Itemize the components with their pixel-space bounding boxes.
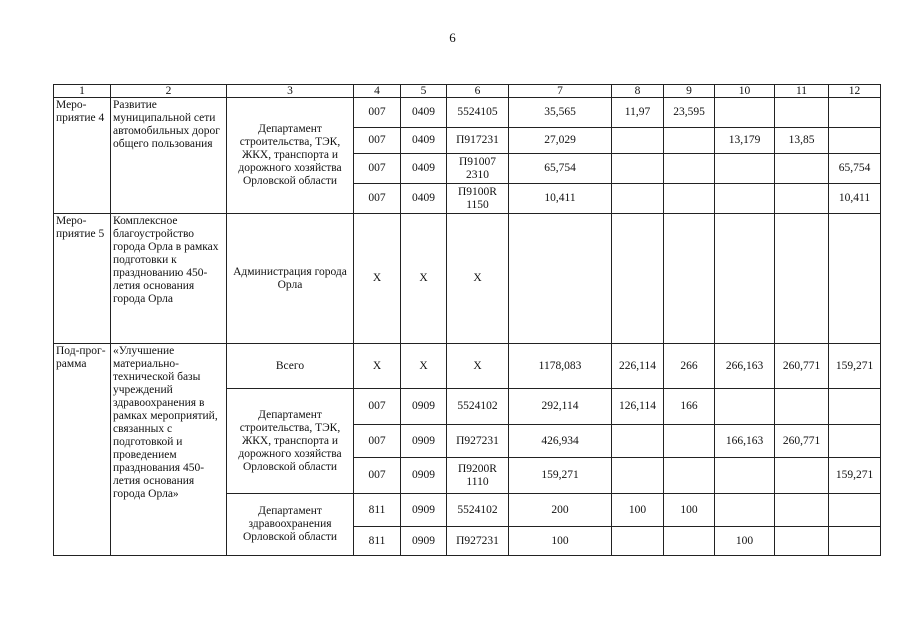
cell: 5524102 [447, 494, 509, 527]
col-header: 11 [775, 85, 829, 98]
block-name: Развитие муниципальной сети автомобильных дорог общего пользования [111, 98, 227, 214]
cell: 100 [715, 527, 775, 556]
cell: 100 [612, 494, 664, 527]
total-label: Всего [227, 344, 354, 389]
cell [509, 214, 612, 344]
cell [664, 128, 715, 154]
cell: 27,029 [509, 128, 612, 154]
cell: 426,934 [509, 425, 612, 458]
cell: 007 [354, 389, 401, 425]
cell: 007 [354, 184, 401, 214]
cell: 007 [354, 98, 401, 128]
cell: П91007 2310 [447, 154, 509, 184]
cell [829, 494, 881, 527]
col-header: 7 [509, 85, 612, 98]
cell: 0409 [401, 154, 447, 184]
table-row [54, 214, 881, 344]
cell [775, 389, 829, 425]
cell [612, 128, 664, 154]
cell: 292,114 [509, 389, 612, 425]
cell: П917231 [447, 128, 509, 154]
cell [612, 527, 664, 556]
cell: Х [401, 214, 447, 344]
block-name: «Улучшение материально-технической базы учреждений здравоохранения в рамках мероприятий, связанных с подготовкой и проведением празднования 450-летия основания города Орла» [111, 344, 227, 556]
budget-table [53, 84, 881, 556]
cell: 0909 [401, 458, 447, 494]
cell [829, 98, 881, 128]
col-header: 9 [664, 85, 715, 98]
cell: 166 [664, 389, 715, 425]
cell: 0409 [401, 184, 447, 214]
cell: 11,97 [612, 98, 664, 128]
cell: 13,85 [775, 128, 829, 154]
cell [775, 154, 829, 184]
cell [612, 154, 664, 184]
cell: 0409 [401, 98, 447, 128]
cell [829, 128, 881, 154]
cell: 1178,083 [509, 344, 612, 389]
cell [775, 214, 829, 344]
cell [612, 184, 664, 214]
cell: 200 [509, 494, 612, 527]
cell [715, 458, 775, 494]
cell: П9100R 1150 [447, 184, 509, 214]
cell: 0409 [401, 128, 447, 154]
cell: 0909 [401, 527, 447, 556]
col-header: 12 [829, 85, 881, 98]
col-header: 4 [354, 85, 401, 98]
cell: 159,271 [829, 458, 881, 494]
block-executor: Администрация города Орла [227, 214, 354, 344]
cell: 35,565 [509, 98, 612, 128]
cell [829, 214, 881, 344]
cell [664, 527, 715, 556]
cell: 10,411 [509, 184, 612, 214]
cell [775, 494, 829, 527]
block-executor: Департамент строительства, ТЭК, ЖКХ, транспорта и дорожного хозяйства Орловской области [227, 389, 354, 494]
cell: 0909 [401, 389, 447, 425]
col-header: 1 [54, 85, 111, 98]
cell: 226,114 [612, 344, 664, 389]
cell: 5524105 [447, 98, 509, 128]
cell [715, 184, 775, 214]
col-header: 6 [447, 85, 509, 98]
col-header: 10 [715, 85, 775, 98]
table-row [54, 98, 881, 128]
cell [664, 458, 715, 494]
cell [775, 98, 829, 128]
cell [715, 214, 775, 344]
cell: П927231 [447, 527, 509, 556]
page-number: 6 [449, 30, 456, 45]
cell: Х [354, 344, 401, 389]
cell: 166,163 [715, 425, 775, 458]
cell [715, 154, 775, 184]
cell: 811 [354, 494, 401, 527]
cell: 126,114 [612, 389, 664, 425]
cell: 100 [664, 494, 715, 527]
cell [664, 425, 715, 458]
cell [715, 389, 775, 425]
cell: 65,754 [509, 154, 612, 184]
cell [612, 425, 664, 458]
cell [775, 458, 829, 494]
cell: 0909 [401, 425, 447, 458]
block-executor: Департамент строительства, ТЭК, ЖКХ, транспорта и дорожного хозяйства Орловской области [227, 98, 354, 214]
cell: 5524102 [447, 389, 509, 425]
block-type: Меро-приятие 4 [54, 98, 111, 214]
cell: 10,411 [829, 184, 881, 214]
cell: 260,771 [775, 425, 829, 458]
cell [829, 527, 881, 556]
cell: Х [401, 344, 447, 389]
cell: 159,271 [829, 344, 881, 389]
block-type: Под-прог-рамма [54, 344, 111, 556]
cell: П9200R 1110 [447, 458, 509, 494]
cell: 260,771 [775, 344, 829, 389]
cell: 13,179 [715, 128, 775, 154]
cell: Х [447, 214, 509, 344]
col-header: 8 [612, 85, 664, 98]
cell [715, 98, 775, 128]
cell: 0909 [401, 494, 447, 527]
cell: 23,595 [664, 98, 715, 128]
cell [612, 214, 664, 344]
cell: 007 [354, 458, 401, 494]
col-header: 5 [401, 85, 447, 98]
cell: П927231 [447, 425, 509, 458]
cell: 811 [354, 527, 401, 556]
cell [829, 425, 881, 458]
cell: 007 [354, 128, 401, 154]
cell: 100 [509, 527, 612, 556]
cell [775, 184, 829, 214]
cell [829, 389, 881, 425]
cell: 266,163 [715, 344, 775, 389]
block-type: Меро-приятие 5 [54, 214, 111, 344]
cell [664, 214, 715, 344]
cell [715, 494, 775, 527]
cell: 159,271 [509, 458, 612, 494]
col-header: 3 [227, 85, 354, 98]
block-executor: Департамент здравоохранения Орловской области [227, 494, 354, 556]
col-header: 2 [111, 85, 227, 98]
cell: 266 [664, 344, 715, 389]
cell [775, 527, 829, 556]
cell: 007 [354, 425, 401, 458]
cell [664, 154, 715, 184]
block-name: Комплексное благоустройство города Орла в рамках подготовки к празднованию 450-летия основания города Орла [111, 214, 227, 344]
header-row [54, 85, 881, 98]
cell [664, 184, 715, 214]
cell [612, 458, 664, 494]
cell: 65,754 [829, 154, 881, 184]
table-row [54, 344, 881, 389]
cell: Х [354, 214, 401, 344]
cell: Х [447, 344, 509, 389]
cell: 007 [354, 154, 401, 184]
